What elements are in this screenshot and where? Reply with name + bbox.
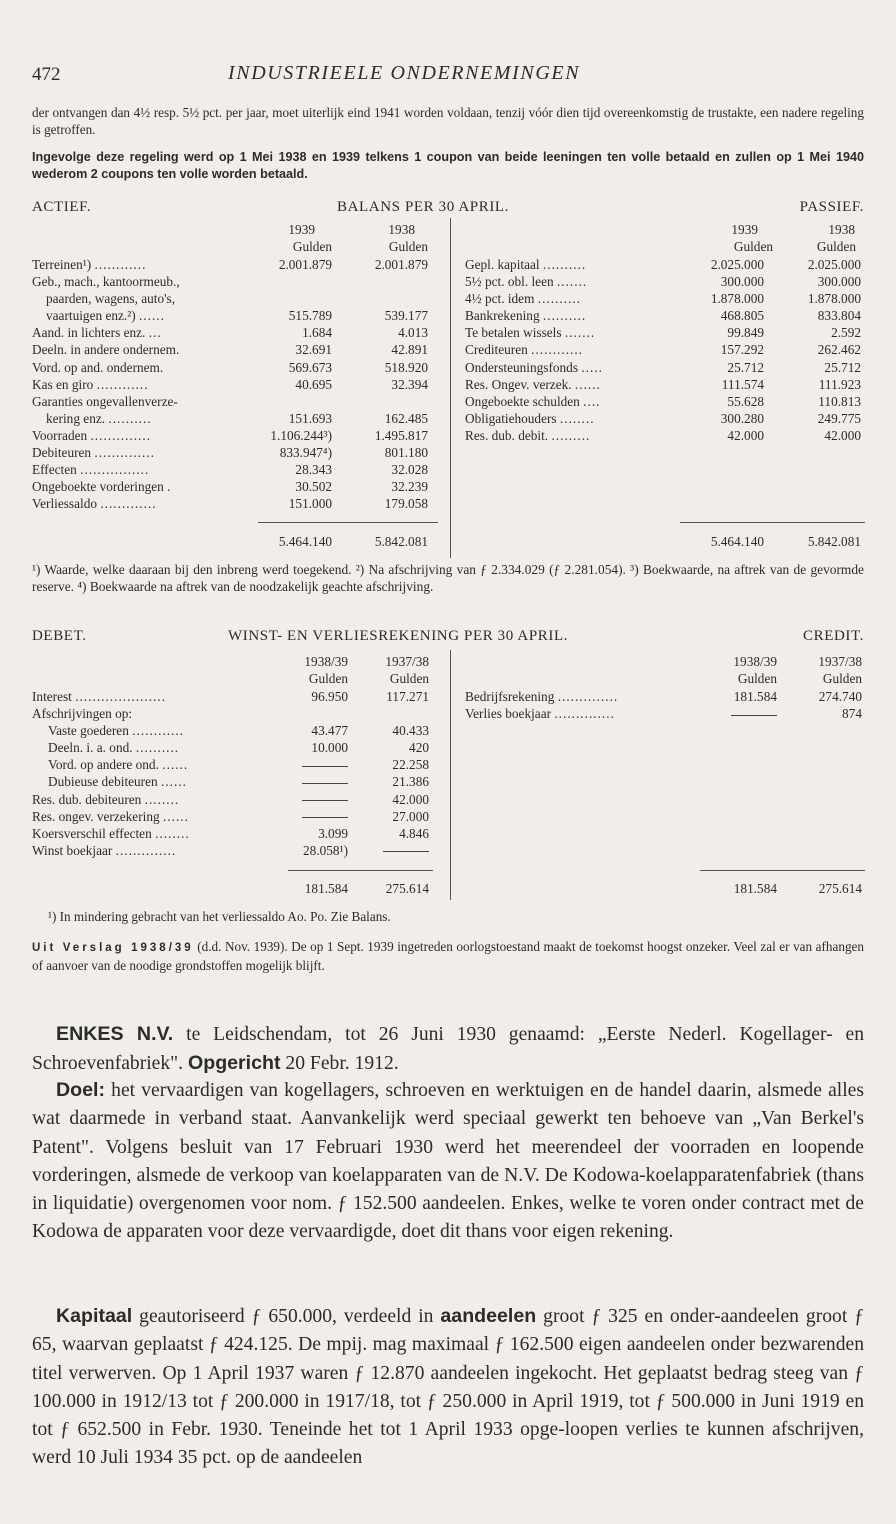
row-label-text: Crediteuren <box>465 342 528 358</box>
row-leader-dots: ....... <box>564 325 596 341</box>
row-label <box>465 393 600 410</box>
row-value-v2: 539.177 <box>384 308 428 324</box>
page-number: 472 <box>32 64 61 85</box>
row-label-text: Ondersteuningsfonds <box>465 359 579 375</box>
balans-actief-header <box>32 221 450 255</box>
row-label <box>32 825 190 842</box>
row-label-text: Te betalen wissels <box>465 325 562 341</box>
nil-dash <box>302 800 348 801</box>
row-value-v1: 40.695 <box>295 376 332 392</box>
balans-actief-title: ACTIEF. <box>32 199 92 215</box>
table-row <box>32 359 450 376</box>
debet-year1: 1938/39 <box>304 654 348 669</box>
row-value-v1: 468.805 <box>720 308 764 324</box>
row-label <box>32 341 179 358</box>
table-row <box>32 722 450 739</box>
row-label <box>32 359 163 376</box>
debet-year2: 1937/38 <box>385 654 429 669</box>
actief-year2: 1938 <box>388 222 415 237</box>
credit-unit1: Gulden <box>737 671 777 687</box>
table-row <box>32 290 450 307</box>
table-row <box>32 756 450 773</box>
table-row <box>465 410 865 427</box>
row-label-text: Res. dub. debiteuren <box>32 791 142 807</box>
winst-credit-title: CREDIT. <box>803 628 864 644</box>
credit-total-2: 275.614 <box>818 881 862 896</box>
row-value-v1: 300.280 <box>720 410 764 426</box>
row-label-text: Res. dub. debit. <box>465 427 549 443</box>
row-value-v2: 25.712 <box>824 359 861 375</box>
row-value-v2: 874 <box>842 706 862 722</box>
row-value-v2: 249.775 <box>817 410 861 426</box>
row-leader-dots: ..................... <box>75 689 167 704</box>
table-row <box>32 341 450 358</box>
row-leader-dots: . <box>167 479 172 495</box>
page-header <box>0 60 896 90</box>
intro-paragraph: der ontvangen dan 4½ resp. 5½ pct. per jaar, moet uiterlijk eind 1941 worden voldaan, tenzij vóór dien tijd overeenkomstig de trustakte, een nadere regeling is getroffen. <box>32 105 864 137</box>
table-row <box>465 688 865 705</box>
doel-label: Doel: <box>56 1079 105 1101</box>
row-label-text: kering enz. <box>46 410 106 426</box>
row-leader-dots: ........ <box>559 410 595 426</box>
row-value-v2: 1.495.817 <box>374 427 428 443</box>
row-value-v1: 181.584 <box>733 689 777 704</box>
actief-year1: 1939 <box>288 222 315 237</box>
row-label-text: Vord. op and. ondernem. <box>32 359 164 375</box>
row-leader-dots: ............. <box>100 496 157 512</box>
row-value-v2: 300.000 <box>817 274 861 290</box>
table-row <box>32 256 450 273</box>
passief-year2: 1938 <box>828 222 855 237</box>
row-label <box>32 478 171 495</box>
row-label-text: Aand. in lichters enz. <box>32 325 146 341</box>
row-value-v1: 151.000 <box>288 496 332 512</box>
row-label-text: Deeln. i. a. ond. <box>48 740 133 756</box>
row-label-text: Bankrekening <box>465 308 540 324</box>
row-value-v2: 32.239 <box>391 479 428 495</box>
row-label <box>32 808 189 825</box>
balans-actief-table <box>32 256 450 512</box>
row-leader-dots: .......... <box>542 257 587 272</box>
row-label <box>465 427 590 444</box>
row-label <box>32 842 176 859</box>
row-leader-dots: ........ <box>144 791 180 807</box>
winst-credit-total <box>465 880 865 897</box>
table-row <box>32 376 450 393</box>
doel-text: het vervaardigen van kogellagers, schroeven en werktuigen en de handel daarin, alsmede alles wat daarmede in verband staat. Aanvankelijk werd speciaal gewerkt ten behoeve van „Van Berkel's Patent". Volgens besluit van 17 Februari 1930 werd het meerendeel der voorraden en loopende vorderingen, alsmede de verkoop van koelapparaten van de N.V. De Kodowa-koelapparatenfabriek (thans in liquidatie) overgenomen voor nom. ƒ 152.500 aandeelen. Enkes, welke te voren onder contract met de Kodowa de apparaten voor deze vervaardigde, doet dit thans voor eigen rekening. <box>32 1080 864 1243</box>
row-value-v2: 110.813 <box>818 393 861 409</box>
row-label <box>32 393 178 410</box>
row-value-v2: 32.394 <box>391 376 428 392</box>
row-value-v1: 10.000 <box>311 740 348 756</box>
winst-debet-total <box>32 880 450 897</box>
row-label-text: vaartuigen enz.²) <box>46 308 136 324</box>
row-leader-dots: .......... <box>537 291 582 307</box>
winst-footnote: ¹) In mindering gebracht van het verliessaldo Ao. Po. Zie Balans. <box>48 909 391 924</box>
balans-divider <box>450 218 451 558</box>
row-label-text: Vord. op andere ond. <box>48 757 159 773</box>
credit-total-rule <box>700 870 865 871</box>
table-row <box>465 359 865 376</box>
table-row <box>32 808 450 825</box>
nil-dash <box>731 715 777 716</box>
row-leader-dots: ...... <box>162 808 189 824</box>
row-leader-dots: .............. <box>94 445 155 461</box>
row-label <box>32 273 180 290</box>
row-label <box>32 256 146 273</box>
balans-passief-header <box>465 221 865 255</box>
row-value-v2: 2.025.000 <box>807 257 861 272</box>
row-leader-dots: .............. <box>554 706 615 722</box>
row-leader-dots: ...... <box>138 308 165 324</box>
row-label-text: Res. Ongev. verzek. <box>465 376 572 392</box>
row-label-text: Deeln. in andere ondernem. <box>32 342 180 358</box>
row-leader-dots: .............. <box>90 427 152 443</box>
table-row <box>32 410 450 427</box>
kapitaal-label: Kapitaal <box>56 1305 133 1327</box>
row-label <box>32 427 151 444</box>
aandeelen-label: aandeelen <box>440 1305 537 1327</box>
row-value-v1: 515.789 <box>288 308 332 324</box>
row-leader-dots: .............. <box>115 842 177 858</box>
row-value-v1: 25.712 <box>727 359 764 375</box>
row-value-v2: 1.878.000 <box>807 291 861 307</box>
row-value-v1: 28.343 <box>295 462 332 478</box>
row-label-text: Kas en giro <box>32 376 94 392</box>
debet-unit1: Gulden <box>308 671 348 687</box>
balans-passief-total <box>465 533 865 550</box>
row-label-text: Geb., mach., kantoormeub., <box>32 274 180 290</box>
row-leader-dots: ...... <box>162 757 189 773</box>
row-label-text: Res. ongev. verzekering <box>32 808 160 824</box>
table-row <box>465 273 865 290</box>
row-value-v1: 96.950 <box>311 689 348 704</box>
actief-total-2: 5.842.081 <box>374 534 428 549</box>
winst-debet-header <box>32 653 450 687</box>
balans-title: BALANS PER 30 APRIL. <box>337 199 510 215</box>
row-label-text: Dubieuse debiteuren <box>48 774 158 790</box>
row-label-text: Voorraden <box>32 427 88 443</box>
winst-title: WINST- EN VERLIESREKENING PER 30 APRIL. <box>228 628 569 644</box>
row-value-v2: 179.058 <box>384 496 428 512</box>
row-value-v2: 274.740 <box>818 689 862 704</box>
actief-total-rule <box>258 522 438 523</box>
row-label <box>46 290 175 307</box>
row-label <box>48 756 188 773</box>
row-label <box>465 256 586 273</box>
row-label <box>32 705 132 722</box>
row-value-v1: 1.106.244³) <box>270 427 332 443</box>
passief-total-2: 5.842.081 <box>807 534 861 549</box>
row-label-text: Afschrijvingen op: <box>32 706 133 722</box>
kapitaal-text-2: groot ƒ 325 en onder-aandeelen groot ƒ 65, waarvan geplaatst ƒ 424.125. De mpij. mag maximaal ƒ 162.500 eigen aandeelen onder bezwarenden titel verwerven. Op 1 April 1937 waren ƒ 12.870 aandeelen ingekocht. Het geplaatst bedrag steeg van ƒ 100.000 in 1912/13 tot ƒ 200.000 in 1917/18, tot ƒ 250.000 in April 1919, tot ƒ 500.000 in Juni 1919 en tot ƒ 652.500 in Febr. 1930. Teneinde het tot 1 April 1933 opge-loopen verlies te kunnen afschrijven, werd 10 Juli 1934 35 pct. op de aandeelen <box>32 1306 864 1469</box>
row-value-v2: 4.846 <box>399 825 429 841</box>
row-label-text: Garanties ongevallenverze- <box>32 393 178 409</box>
opgericht-value: 20 Febr. 1912. <box>280 1053 399 1075</box>
table-row <box>32 324 450 341</box>
table-row <box>465 307 865 324</box>
row-label-text: Bedrijfsrekening <box>465 689 555 704</box>
company-paragraph-1 <box>32 1020 864 1079</box>
row-label <box>465 324 595 341</box>
company-name: ENKES N.V. <box>56 1023 174 1045</box>
row-value-v2: 42.000 <box>392 791 429 807</box>
debet-total-1: 181.584 <box>304 881 348 896</box>
row-label-text: Gepl. kapitaal <box>465 257 540 272</box>
row-leader-dots: .......... <box>135 740 180 756</box>
row-leader-dots: ......... <box>551 427 591 443</box>
row-leader-dots: ............ <box>96 376 149 392</box>
row-label <box>48 739 179 756</box>
row-value-v1 <box>731 705 777 722</box>
nil-dash <box>302 783 348 784</box>
balans-actief-total <box>32 533 450 550</box>
row-label <box>32 495 157 512</box>
row-label-text: Debiteuren <box>32 445 92 461</box>
row-value-v1: 28.058¹) <box>303 842 348 858</box>
row-label <box>32 461 149 478</box>
row-leader-dots: .......... <box>542 308 587 324</box>
row-leader-dots: .......... <box>108 410 152 426</box>
row-label-text: Effecten <box>32 462 77 478</box>
row-label <box>32 324 162 341</box>
row-value-v1: 99.849 <box>727 325 764 341</box>
row-leader-dots: ...... <box>161 774 187 790</box>
table-row <box>32 791 450 808</box>
row-leader-dots: .... <box>583 393 601 409</box>
row-label <box>48 722 184 739</box>
row-value-v2: 117.271 <box>386 689 429 704</box>
table-row <box>32 461 450 478</box>
row-value-v1 <box>302 756 348 773</box>
winst-divider <box>450 650 451 900</box>
row-label <box>465 359 603 376</box>
row-value-v2: 518.920 <box>384 359 428 375</box>
row-label-text: Ongeboekte schulden <box>465 393 580 409</box>
table-row <box>465 290 865 307</box>
row-label-text: Interest <box>32 689 72 704</box>
passief-total-1: 5.464.140 <box>710 534 764 549</box>
kapitaal-text-1: geautoriseerd ƒ 650.000, verdeeld in <box>132 1306 441 1327</box>
balans-title-row <box>32 199 864 219</box>
row-label-text: Verlies boekjaar <box>465 706 552 722</box>
verslag-paragraph <box>32 938 864 974</box>
table-row <box>465 324 865 341</box>
row-value-v2: 40.433 <box>392 723 429 739</box>
row-label-text: Winst boekjaar <box>32 842 113 858</box>
row-label <box>46 410 152 427</box>
table-row <box>465 376 865 393</box>
credit-year2: 1937/38 <box>818 654 862 669</box>
row-label-text: Obligatiehouders <box>465 410 557 426</box>
balans-passief-title: PASSIEF. <box>799 199 864 215</box>
row-leader-dots: ..... <box>581 359 603 375</box>
row-leader-dots: ............ <box>94 257 147 272</box>
row-label-text: 4½ pct. idem <box>465 291 535 307</box>
table-row <box>32 427 450 444</box>
winst-credit-header <box>465 653 865 687</box>
nil-dash <box>302 766 348 767</box>
balans-passief-table <box>465 256 865 444</box>
row-leader-dots: ................ <box>80 462 150 478</box>
row-value-v2: 42.000 <box>824 427 861 443</box>
table-row <box>32 825 450 842</box>
table-row <box>32 273 450 290</box>
row-label <box>32 688 166 705</box>
row-label-text: Koersverschil effecten <box>32 825 152 841</box>
opgericht-label: Opgericht <box>187 1052 281 1075</box>
page-title: INDUSTRIEELE ONDERNEMINGEN <box>228 62 581 84</box>
table-row <box>32 393 450 410</box>
verslag-text: (d.d. Nov. 1939). De op 1 Sept. 1939 ingetreden oorlogstoestand maakt de toekomst hoogst onzeker. Veel zal er van afhangen of aanvoer van de noodige grondstoffen mogelijk blijft. <box>32 939 864 973</box>
row-value-v2: 111.923 <box>818 376 861 392</box>
credit-year1: 1938/39 <box>733 654 777 669</box>
passief-unit2: Gulden <box>816 239 856 255</box>
row-value-v1: 32.691 <box>295 342 332 358</box>
row-value-v1: 569.673 <box>288 359 332 375</box>
table-row <box>465 393 865 410</box>
row-value-v2: 801.180 <box>384 445 428 461</box>
row-value-v2: 4.013 <box>398 325 428 341</box>
row-label-text: Verliessaldo <box>32 496 97 512</box>
row-label <box>465 410 595 427</box>
row-leader-dots: ............ <box>132 723 185 739</box>
row-value-v1 <box>302 808 348 825</box>
row-value-v1: 833.947⁴) <box>279 445 332 461</box>
table-row <box>32 773 450 790</box>
row-label <box>465 341 583 358</box>
company-doel-paragraph <box>32 1076 864 1247</box>
winst-credit-table <box>465 688 865 722</box>
row-leader-dots: ........ <box>155 825 190 841</box>
winst-title-row <box>32 628 864 648</box>
row-value-v1: 157.292 <box>720 342 764 358</box>
row-value-v1: 43.477 <box>311 723 348 739</box>
table-row <box>32 739 450 756</box>
actief-unit1: Gulden <box>292 239 332 255</box>
row-value-v2: 42.891 <box>391 342 428 358</box>
table-row <box>32 478 450 495</box>
row-value-v1: 1.684 <box>302 325 332 341</box>
row-label-text: Ongeboekte vorderingen <box>32 479 164 495</box>
row-value-v2: 2.001.879 <box>374 257 428 272</box>
winst-debet-title: DEBET. <box>32 628 87 644</box>
table-row <box>465 341 865 358</box>
row-value-v2: 262.462 <box>817 342 861 358</box>
actief-total-1: 5.464.140 <box>278 534 332 549</box>
row-label <box>465 688 618 705</box>
nil-dash <box>302 817 348 818</box>
row-value-v1: 42.000 <box>727 427 764 443</box>
passief-unit1: Gulden <box>733 239 773 255</box>
intro-bold-paragraph: Ingevolge deze regeling werd op 1 Mei 1938 en 1939 telkens 1 coupon van beide leeningen ten volle betaald en zullen op 1 Mei 1940 wederom 2 coupons ten volle worden betaald. <box>32 150 864 181</box>
row-value-v2: 162.485 <box>384 410 428 426</box>
row-value-v1: 30.502 <box>295 479 332 495</box>
row-leader-dots: ... <box>148 325 162 341</box>
row-label <box>465 705 615 722</box>
row-value-v1 <box>302 791 348 808</box>
row-value-v1: 300.000 <box>720 274 764 290</box>
credit-unit2: Gulden <box>822 671 862 687</box>
row-label-text: Vaste goederen <box>48 723 129 739</box>
row-label-text: 5½ pct. obl. leen <box>465 274 554 290</box>
row-label <box>465 273 587 290</box>
row-label <box>465 290 581 307</box>
table-row <box>32 705 450 722</box>
row-value-v1: 1.878.000 <box>710 291 764 307</box>
table-row <box>32 842 450 859</box>
row-label <box>46 307 165 324</box>
table-row <box>32 495 450 512</box>
company-intro-text: te Leidschendam, tot 26 Juni 1930 genaamd: „Eerste Nederl. Kogellager- en Schroevenfabriek". <box>32 1024 865 1075</box>
row-label <box>465 307 586 324</box>
row-leader-dots: .............. <box>557 689 619 704</box>
credit-total-1: 181.584 <box>733 881 777 896</box>
row-value-v2: 833.804 <box>817 308 861 324</box>
row-label <box>32 444 155 461</box>
debet-unit2: Gulden <box>389 671 429 687</box>
table-row <box>465 427 865 444</box>
company-kapitaal-paragraph <box>32 1302 864 1473</box>
table-row <box>465 256 865 273</box>
row-value-v1: 2.001.879 <box>278 257 332 272</box>
winst-debet-table <box>32 688 450 859</box>
row-label <box>48 773 187 790</box>
row-label <box>32 791 179 808</box>
row-value-v1: 3.099 <box>318 825 348 841</box>
row-value-v2: 420 <box>409 740 429 756</box>
table-row <box>32 688 450 705</box>
row-value-v1: 55.628 <box>727 393 764 409</box>
row-value-v2: 22.258 <box>392 757 429 773</box>
row-value-v1: 151.693 <box>288 410 332 426</box>
row-leader-dots: ............ <box>531 342 583 358</box>
debet-total-rule <box>288 870 433 871</box>
table-row <box>32 307 450 324</box>
balans-footnote: ¹) Waarde, welke daaraan bij den inbreng werd toegekend. ²) Na afschrijving van ƒ 2.334.029 (ƒ 2.281.054). ³) Boekwaarde, na aftrek van de gevormde reserve. ⁴) Boekwaarde na aftrek van de noodzakelijk geachte afschrijving. <box>32 562 864 594</box>
table-row <box>465 705 865 722</box>
row-value-v2 <box>383 842 429 859</box>
verslag-label: Uit Verslag 1938/39 <box>32 942 194 954</box>
row-label-text: Terreinen¹) <box>32 257 92 272</box>
row-value-v1: 111.574 <box>721 376 764 392</box>
passief-year1: 1939 <box>731 222 758 237</box>
row-leader-dots: ....... <box>556 274 588 290</box>
row-label-text: paarden, wagens, auto's, <box>46 291 176 307</box>
table-row <box>32 444 450 461</box>
row-value-v2: 27.000 <box>392 808 429 824</box>
row-label <box>32 376 149 393</box>
actief-unit2: Gulden <box>388 239 428 255</box>
row-label <box>465 376 601 393</box>
debet-total-2: 275.614 <box>385 881 429 896</box>
row-value-v2: 32.028 <box>391 462 428 478</box>
nil-dash <box>383 851 429 852</box>
row-value-v2: 2.592 <box>831 325 861 341</box>
row-value-v1 <box>302 773 348 790</box>
row-value-v1: 2.025.000 <box>710 257 764 272</box>
passief-total-rule <box>680 522 865 523</box>
row-leader-dots: ...... <box>574 376 601 392</box>
row-value-v2: 21.386 <box>392 774 429 790</box>
